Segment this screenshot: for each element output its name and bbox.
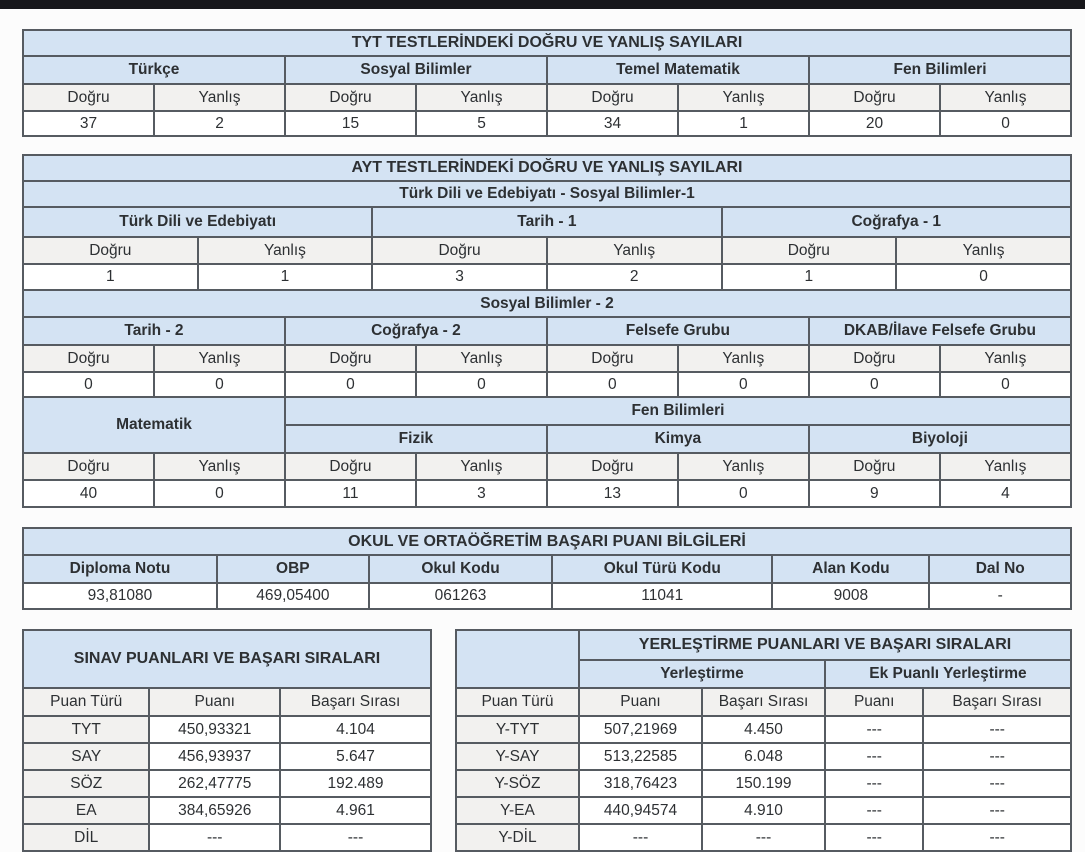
- correct-label: Doğru: [547, 453, 678, 480]
- ayt-group-header: Fizik: [285, 425, 547, 453]
- correct-label: Doğru: [285, 84, 416, 111]
- score-type-cell: Y-TYT: [456, 716, 579, 743]
- wrong-label: Yanlış: [678, 84, 809, 111]
- correct-label: Doğru: [285, 345, 416, 372]
- correct-value: 0: [809, 372, 940, 397]
- wrong-label: Yanlış: [940, 84, 1071, 111]
- correct-value: 37: [23, 111, 154, 136]
- wrong-label: Yanlış: [678, 453, 809, 480]
- scores-section: [22, 629, 1072, 852]
- ayt-matematik-header: Matematik: [23, 397, 285, 453]
- correct-label: Doğru: [809, 84, 940, 111]
- score-header: Puanı: [579, 688, 702, 716]
- school-table-title: OKUL VE ORTAÖĞRETİM BAŞARI PUANI BİLGİLERİ: [23, 528, 1071, 555]
- extra-score-value-cell: ---: [825, 743, 923, 770]
- correct-value: 13: [547, 480, 678, 507]
- rank-value-cell: 4.910: [702, 797, 825, 824]
- tyt-group-header: Temel Matematik: [547, 56, 809, 84]
- wrong-value: 0: [154, 372, 285, 397]
- school-col-header: Okul Kodu: [369, 555, 552, 583]
- correct-value: 1: [23, 264, 198, 290]
- ayt-group-header: Türk Dili ve Edebiyatı: [23, 207, 372, 237]
- extra-rank-value-cell: ---: [923, 770, 1071, 797]
- rank-value-cell: 5.647: [280, 743, 431, 770]
- extra-score-value-cell: ---: [825, 716, 923, 743]
- wrong-value: 1: [198, 264, 373, 290]
- ayt-table-title: AYT TESTLERİNDEKİ DOĞRU VE YANLIŞ SAYILARI: [23, 155, 1071, 181]
- score-type-cell: Y-SÖZ: [456, 770, 579, 797]
- wrong-value: 0: [416, 372, 547, 397]
- school-col-header: Dal No: [929, 555, 1071, 583]
- tyt-group-header: Fen Bilimleri: [809, 56, 1071, 84]
- wrong-value: 4: [940, 480, 1071, 507]
- ayt-group-header: Tarih - 1: [372, 207, 721, 237]
- rank-value-cell: 192.489: [280, 770, 431, 797]
- placement-scores-table: [455, 629, 1072, 852]
- ayt-results-table: [22, 154, 1072, 508]
- window-top-bar: [0, 0, 1085, 9]
- correct-label: Doğru: [809, 453, 940, 480]
- wrong-value: 2: [547, 264, 722, 290]
- ayt-group-header: Kimya: [547, 425, 809, 453]
- school-code-value: 061263: [369, 583, 552, 609]
- school-col-header: Okul Türü Kodu: [552, 555, 772, 583]
- extra-rank-value-cell: ---: [923, 797, 1071, 824]
- score-type-cell: EA: [23, 797, 149, 824]
- score-type-cell: Y-EA: [456, 797, 579, 824]
- exam-scores-table: [22, 629, 432, 852]
- score-header: Puanı: [149, 688, 280, 716]
- wrong-value: 3: [416, 480, 547, 507]
- correct-value: 15: [285, 111, 416, 136]
- tyt-group-header: Sosyal Bilimler: [285, 56, 547, 84]
- wrong-value: 0: [678, 480, 809, 507]
- correct-label: Doğru: [372, 237, 547, 264]
- ayt-section1-label: Türk Dili ve Edebiyatı - Sosyal Bilimler-1: [23, 181, 1071, 207]
- placement-group-header: Yerleştirme: [579, 660, 825, 688]
- ayt-group-header: Coğrafya - 2: [285, 317, 547, 345]
- wrong-label: Yanlış: [896, 237, 1071, 264]
- school-col-header: OBP: [217, 555, 369, 583]
- correct-value: 0: [547, 372, 678, 397]
- ayt-fen-header: Fen Bilimleri: [285, 397, 1071, 425]
- rank-value-cell: 4.450: [702, 716, 825, 743]
- school-info-table: [22, 527, 1072, 610]
- rank-header: Başarı Sırası: [702, 688, 825, 716]
- wrong-label: Yanlış: [940, 453, 1071, 480]
- wrong-label: Yanlış: [416, 345, 547, 372]
- rank-value-cell: ---: [280, 824, 431, 851]
- correct-value: 0: [285, 372, 416, 397]
- school-col-header: Diploma Notu: [23, 555, 217, 583]
- correct-value: 1: [722, 264, 897, 290]
- correct-value: 11: [285, 480, 416, 507]
- correct-label: Doğru: [809, 345, 940, 372]
- school-type-code-value: 11041: [552, 583, 772, 609]
- wrong-value: 0: [896, 264, 1071, 290]
- rank-value-cell: 150.199: [702, 770, 825, 797]
- correct-value: 0: [23, 372, 154, 397]
- extra-score-value-cell: ---: [825, 770, 923, 797]
- ayt-group-header: Biyoloji: [809, 425, 1071, 453]
- ayt-group-header: Tarih - 2: [23, 317, 285, 345]
- extra-rank-header: Başarı Sırası: [923, 688, 1071, 716]
- score-value-cell: 440,94574: [579, 797, 702, 824]
- extra-placement-group-header: Ek Puanlı Yerleştirme: [825, 660, 1071, 688]
- placement-scores-title: YERLEŞTİRME PUANLARI VE BAŞARI SIRALARI: [579, 630, 1071, 660]
- score-value-cell: 318,76423: [579, 770, 702, 797]
- field-code-value: 9008: [772, 583, 929, 609]
- wrong-value: 0: [940, 111, 1071, 136]
- wrong-value: 0: [678, 372, 809, 397]
- wrong-label: Yanlış: [547, 237, 722, 264]
- score-value-cell: ---: [579, 824, 702, 851]
- wrong-value: 5: [416, 111, 547, 136]
- correct-label: Doğru: [722, 237, 897, 264]
- score-value-cell: ---: [149, 824, 280, 851]
- correct-value: 3: [372, 264, 547, 290]
- score-value-cell: 507,21969: [579, 716, 702, 743]
- wrong-label: Yanlış: [154, 453, 285, 480]
- wrong-label: Yanlış: [416, 453, 547, 480]
- tyt-results-table: [22, 29, 1072, 137]
- correct-label: Doğru: [547, 345, 678, 372]
- results-page: [0, 9, 1085, 852]
- wrong-label: Yanlış: [940, 345, 1071, 372]
- ayt-group-header: DKAB/İlave Felsefe Grubu: [809, 317, 1071, 345]
- score-type-header: Puan Türü: [23, 688, 149, 716]
- wrong-value: 2: [154, 111, 285, 136]
- score-type-cell: Y-SAY: [456, 743, 579, 770]
- correct-label: Doğru: [285, 453, 416, 480]
- wrong-value: 0: [940, 372, 1071, 397]
- score-type-cell: DİL: [23, 824, 149, 851]
- wrong-label: Yanlış: [154, 345, 285, 372]
- rank-value-cell: 4.104: [280, 716, 431, 743]
- score-type-cell: SAY: [23, 743, 149, 770]
- wrong-label: Yanlış: [154, 84, 285, 111]
- score-value-cell: 384,65926: [149, 797, 280, 824]
- correct-label: Doğru: [23, 237, 198, 264]
- wrong-label: Yanlış: [416, 84, 547, 111]
- correct-value: 20: [809, 111, 940, 136]
- rank-value-cell: 6.048: [702, 743, 825, 770]
- placement-corner-cell: [456, 630, 579, 688]
- school-col-header: Alan Kodu: [772, 555, 929, 583]
- wrong-label: Yanlış: [678, 345, 809, 372]
- score-value-cell: 513,22585: [579, 743, 702, 770]
- rank-value-cell: ---: [702, 824, 825, 851]
- extra-score-value-cell: ---: [825, 824, 923, 851]
- wrong-label: Yanlış: [198, 237, 373, 264]
- score-type-cell: TYT: [23, 716, 149, 743]
- correct-label: Doğru: [23, 453, 154, 480]
- correct-value: 9: [809, 480, 940, 507]
- score-value-cell: 262,47775: [149, 770, 280, 797]
- score-value-cell: 456,93937: [149, 743, 280, 770]
- score-type-cell: SÖZ: [23, 770, 149, 797]
- rank-header: Başarı Sırası: [280, 688, 431, 716]
- wrong-value: 0: [154, 480, 285, 507]
- score-type-header: Puan Türü: [456, 688, 579, 716]
- extra-rank-value-cell: ---: [923, 716, 1071, 743]
- wrong-value: 1: [678, 111, 809, 136]
- obp-value: 469,05400: [217, 583, 369, 609]
- correct-value: 34: [547, 111, 678, 136]
- ayt-section2-label: Sosyal Bilimler - 2: [23, 290, 1071, 317]
- extra-score-header: Puanı: [825, 688, 923, 716]
- extra-rank-value-cell: ---: [923, 824, 1071, 851]
- branch-no-value: -: [929, 583, 1071, 609]
- exam-scores-title: SINAV PUANLARI VE BAŞARI SIRALARI: [23, 630, 431, 688]
- score-type-cell: Y-DİL: [456, 824, 579, 851]
- tyt-table-title: TYT TESTLERİNDEKİ DOĞRU VE YANLIŞ SAYILARI: [23, 30, 1071, 56]
- correct-label: Doğru: [23, 345, 154, 372]
- ayt-group-header: Felsefe Grubu: [547, 317, 809, 345]
- extra-rank-value-cell: ---: [923, 743, 1071, 770]
- correct-value: 40: [23, 480, 154, 507]
- correct-label: Doğru: [547, 84, 678, 111]
- correct-label: Doğru: [23, 84, 154, 111]
- diploma-grade-value: 93,81080: [23, 583, 217, 609]
- ayt-group-header: Coğrafya - 1: [722, 207, 1072, 237]
- rank-value-cell: 4.961: [280, 797, 431, 824]
- extra-score-value-cell: ---: [825, 797, 923, 824]
- tyt-group-header: Türkçe: [23, 56, 285, 84]
- score-value-cell: 450,93321: [149, 716, 280, 743]
